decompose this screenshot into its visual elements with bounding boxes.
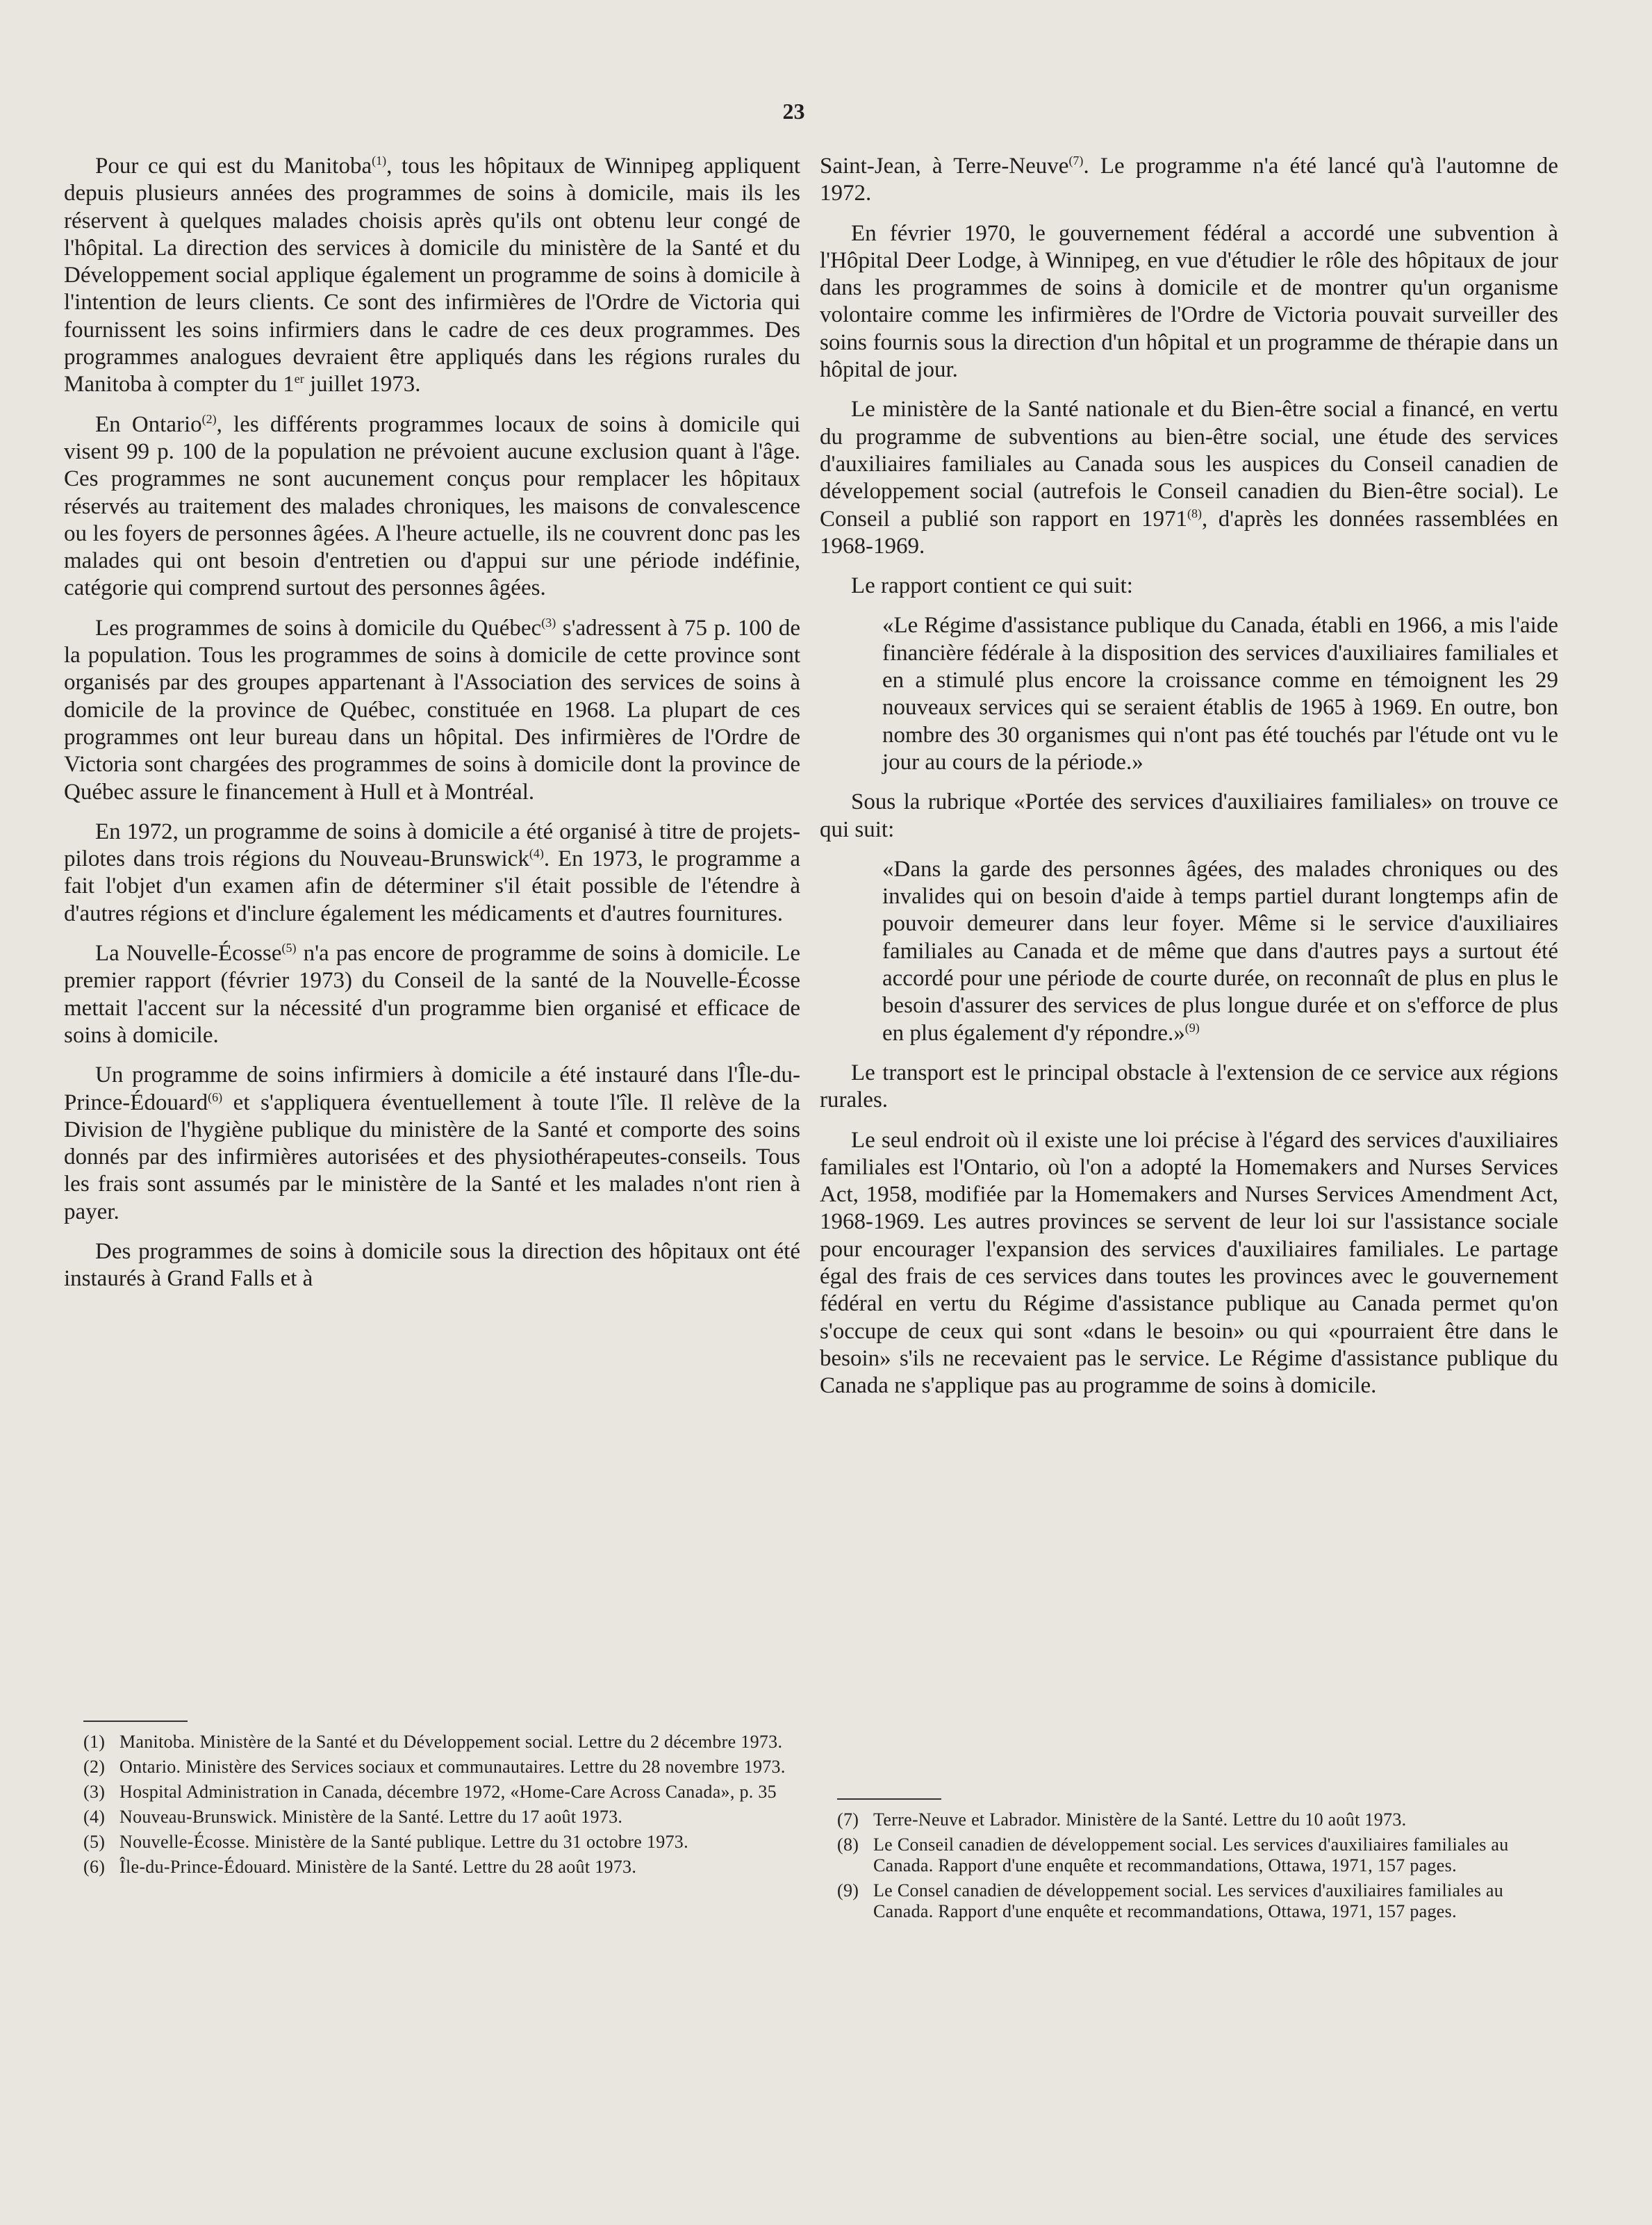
text-run: En février 1970, le gouvernement fédéral a accordé une subvention à l'Hôpital Deer Lodge, à Winnipeg, en vue d'étudier le rôle des hôpitaux de jour dans les programmes de soins à domicile et de montrer qu'un organisme volontaire comme les infirmières de l'Ordre de Victoria pouvait surveiller des soins fournis sous la direction d'un hôpital et un programme de thérapie dans un hôpital de jour.: [820, 220, 1558, 383]
footnote-number: (5): [83, 1832, 106, 1852]
text-run: Le transport est le principal obstacle à l'extension de ce service aux régions rurales.: [820, 1060, 1558, 1113]
footnote-number: (9): [837, 1880, 859, 1900]
text-run: La Nouvelle-Écosse: [95, 941, 282, 967]
paragraph: [64, 411, 800, 602]
footnote-text: Île-du-Prince-Édouard. Ministère de la Santé. Lettre du 28 août 1973.: [119, 1857, 637, 1877]
paragraph: [64, 819, 800, 928]
footnote-ref: (5): [281, 941, 297, 955]
paragraph: [820, 789, 1558, 844]
footnote-ref: (9): [1184, 1020, 1200, 1035]
footnote-rule: [83, 1721, 188, 1722]
footnote-number: (4): [83, 1807, 106, 1827]
text-run: Le rapport contient ce qui suit:: [851, 573, 1133, 599]
text-run: Des programmes de soins à domicile sous la direction des hôpitaux ont été instaurés à Grand Falls et à: [64, 1238, 800, 1292]
paragraph: [64, 1238, 800, 1293]
footnote: [83, 1832, 799, 1853]
footnote-number: (1): [83, 1732, 106, 1752]
footnote-number: (7): [837, 1809, 859, 1830]
footnote-ref: (1): [372, 154, 387, 167]
text-run: . En 1973, le programme a fait l'objet d'un examen afin de déterminer s'il était possible de l'étendre à d'autres régions et d'inclure également les médicaments et d'autres fournitures.: [64, 846, 801, 926]
footnotes-left: [83, 1721, 799, 1882]
footnote-text: Manitoba. Ministère de la Santé et du Développement social. Lettre du 2 décembre 1973.: [119, 1732, 783, 1752]
text-run: Le seul endroit où il existe une loi précise à l'égard des services d'auxiliaires familiales est l'Ontario, où l'on a adopté la Homemakers and Nurses Services Act, 1958, modifiée par la Homemakers and Nurses Services Amendment Act, 1968-1969. Les autres provinces se servent de leur loi sur l'assistance sociale pour encourager l'expansion des services d'auxiliaires familiales. Le partage égal des frais de ces services dans toutes les provinces avec le gouvernement fédéral en vertu du Régime d'assistance publique au Canada permet qu'on s'occupe de ceux qui sont «dans le besoin» ou qui «pourraient être dans le besoin» s'ils ne recevaient pas le service. Le Régime d'assistance publique du Canada ne s'applique pas au programme de soins à domicile.: [820, 1127, 1558, 1399]
footnotes-right: [837, 1798, 1563, 1926]
footnote-ref: er: [294, 372, 304, 386]
text-run: . Le programme n'a été lancé qu'à l'automne de 1972.: [820, 154, 1558, 206]
text-run: Un programme de soins infirmiers à domicile a été instauré dans l'Île-du-Prince-Édouard: [64, 1062, 800, 1115]
footnote: [837, 1880, 1563, 1922]
text-run: Pour ce qui est du Manitoba: [95, 154, 372, 179]
footnote-text: Le Conseil canadien de développement social. Les services d'auxiliaires familiales au Canada. Rapport d'une enquête et recommandations, Ottawa, 1971, 157 pages.: [873, 1834, 1509, 1875]
right-column: [820, 153, 1558, 1412]
footnote-ref: (8): [1187, 506, 1202, 520]
footnote-ref: (3): [541, 615, 556, 630]
footnote: [837, 1809, 1563, 1830]
text-run: «Le Régime d'assistance publique du Canada, établi en 1966, a mis l'aide financière fédérale à la disposition des services d'auxiliaires familiales et en a stimulé plus encore la croissance comme en témoignent les 29 nouveaux services qui se seraient établis de 1965 à 1969. En outre, bon nombre des 30 organismes qui n'ont pas été touchés par l'étude ont vu le jour au cours de la période.»: [882, 613, 1558, 775]
block-quote: [820, 612, 1558, 776]
paragraph: [820, 573, 1558, 600]
paragraph: [820, 396, 1558, 560]
footnote-text: Ontario. Ministère des Services sociaux et communautaires. Lettre du 28 novembre 1973.: [119, 1757, 786, 1777]
text-run: , les différents programmes locaux de soins à domicile qui visent 99 p. 100 de la population ne prévoient aucune exclusion quant à l'âge. Ces programmes ne sont aucunement conçus pour remplacer les hôpitaux réservés au traitement des malades chroniques, les maisons de convalescence ou les foyers de personnes âgées. A l'heure actuelle, ils ne couvrent donc pas les malades qui ont besoin d'entretien ou d'appui sur une période indéfinie, catégorie qui comprend surtout des personnes âgées.: [64, 411, 800, 601]
footnote-number: (3): [83, 1782, 106, 1802]
paragraph: [820, 1127, 1558, 1400]
footnote: [83, 1757, 799, 1777]
footnote-number: (2): [83, 1757, 106, 1777]
footnote: [837, 1834, 1563, 1876]
text-run: Sous la rubrique «Portée des services d'auxiliaires familiales» on trouve ce qui suit:: [820, 789, 1558, 842]
paragraph: [64, 1062, 800, 1226]
footnote-ref: (2): [201, 411, 217, 426]
paragraph: [820, 153, 1558, 208]
text-run: En 1972, un programme de soins à domicile a été organisé à titre de projets-pilotes dans trois régions du Nouveau-Brunswick: [64, 819, 800, 872]
footnote: [83, 1807, 799, 1828]
footnote: [83, 1732, 799, 1752]
paragraph: [820, 1060, 1558, 1115]
text-run: et s'appliquera éventuellement à toute l'île. Il relève de la Division de l'hygiène publique du ministère de la Santé et comporte des soins donnés par des infirmières autorisées et des physiothérapeutes-conseils. Tous les frais sont assumés par le ministère de la Santé et les malades n'ont rien à payer.: [64, 1090, 800, 1224]
text-run: s'adressent à 75 p. 100 de la population. Tous les programmes de soins à domicile de cette province sont organisés par des groupes appartenant à l'Association des services de soins à domicile de la province de Québec, constituée en 1968. La plupart de ces programmes ont leur bureau dans un hôpital. Des infirmières de l'Ordre de Victoria sont chargées des programmes de soins à domicile dont la province de Québec assure le financement à Hull et à Montréal.: [64, 615, 800, 805]
footnote-text: Hospital Administration in Canada, décembre 1972, «Home-Care Across Canada», p. 35: [119, 1782, 777, 1802]
footnote-number: (8): [837, 1834, 859, 1855]
footnote-text: Le Consel canadien de développement social. Les services d'auxiliaires familiales au Canada. Rapport d'une enquête et recommandations, Ottawa, 1971, 157 pages.: [873, 1880, 1504, 1921]
text-run: En Ontario: [95, 411, 202, 437]
paragraph: [64, 153, 800, 399]
text-run: Le ministère de la Santé nationale et du Bien-être social a financé, en vertu du programme de subventions au bien-être social, une étude des services d'auxiliaires familiales au Canada sous les auspices du Conseil canadien de développement social (autrefois le Conseil canadien du Bien-être social). Le Conseil a publié son rapport en 1971: [820, 397, 1558, 532]
text-run: Les programmes de soins à domicile du Québec: [95, 615, 542, 641]
footnote-ref: (4): [529, 846, 544, 861]
block-quote: [820, 856, 1558, 1047]
footnote-text: Nouvelle-Écosse. Ministère de la Santé publique. Lettre du 31 octobre 1973.: [119, 1832, 688, 1852]
paragraph: [64, 940, 800, 1049]
page-number: 23: [782, 99, 805, 124]
text-run: n'a pas encore de programme de soins à domicile. Le premier rapport (février 1973) du Conseil de la santé de la Nouvelle-Écosse mettait l'accent sur la nécessité d'un programme bien organisé et efficace de soins à domicile.: [64, 941, 800, 1048]
footnote: [83, 1857, 799, 1878]
footnote-text: Nouveau-Brunswick. Ministère de la Santé. Lettre du 17 août 1973.: [119, 1807, 623, 1827]
footnote-number: (6): [83, 1857, 106, 1877]
paragraph: [820, 220, 1558, 384]
text-run: Saint-Jean, à Terre-Neuve: [820, 154, 1069, 179]
footnote-ref: (7): [1068, 154, 1084, 167]
footnote: [83, 1782, 799, 1803]
footnote-ref: (6): [208, 1090, 223, 1104]
text-run: , d'après les données rassemblées en 1968-1969.: [820, 506, 1558, 559]
paragraph: [64, 615, 800, 806]
text-run: , tous les hôpitaux de Winnipeg appliquent depuis plusieurs années des programmes de soins à domicile, mais ils les réservent à quelques malades choisis après qu'ils ont obtenu leur congé de l'hôpital. La direction des services à domicile du ministère de la Santé et du Développement social applique également un programme de soins à domicile à l'intention de leurs clients. Ce sont des infirmières de l'Ordre de Victoria qui fournissent les soins infirmiers dans le cadre de ces deux programmes. Des programmes analogues devraient être appliqués dans les régions rurales du Manitoba à compter du 1: [64, 154, 801, 397]
text-run: juillet 1973.: [304, 372, 421, 397]
left-column: [64, 153, 800, 1306]
footnote-rule: [837, 1798, 941, 1800]
text-run: «Dans la garde des personnes âgées, des malades chroniques ou des invalides qui on besoin d'aide à temps partiel durant longtemps afin de pouvoir demeurer dans leur foyer. Même si le service d'auxiliaires familiales au Canada et de même que dans d'autres pays a surtout été accordé pour une période de courte durée, on reconnaît de plus en plus le besoin d'assurer des services de plus longue durée et on s'efforce de plus en plus également d'y répondre.»: [882, 856, 1558, 1046]
footnote-text: Terre-Neuve et Labrador. Ministère de la Santé. Lettre du 10 août 1973.: [873, 1809, 1407, 1830]
